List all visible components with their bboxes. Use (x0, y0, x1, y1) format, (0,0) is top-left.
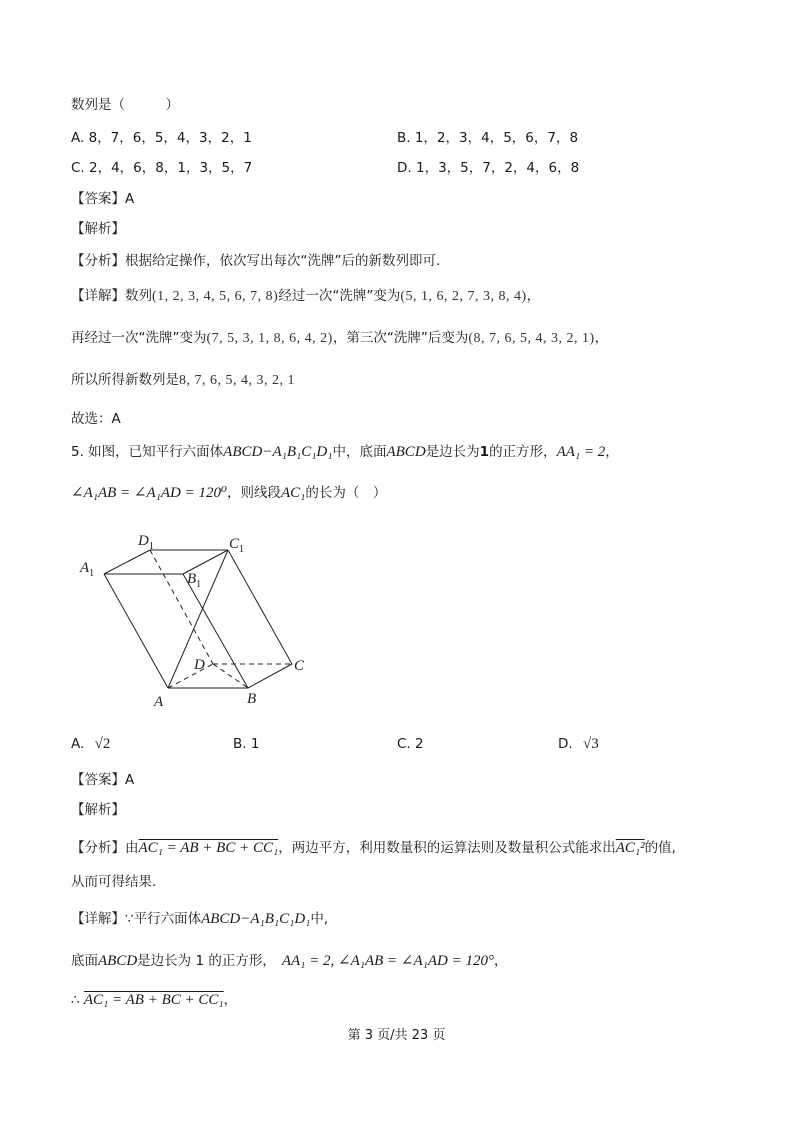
edge-ad (168, 664, 213, 688)
q4-option-c: C. 2，4，6，8，1，3，5，7 (71, 160, 253, 176)
q5-answer: 【答案】A (71, 772, 135, 788)
q5-angle-eq: ∠A₁AB = ∠A₁AD = 120⁰ (71, 485, 227, 501)
parallelepiped-figure (75, 525, 325, 715)
q4-seq3: (8, 7, 6, 5, 4, 3, 2, 1) (468, 331, 595, 346)
label-b1: $B_1$ (187, 571, 202, 590)
q4-detail-line3 (71, 371, 295, 390)
q4-analysis-title: 【解析】 (71, 221, 125, 237)
label-b: B (247, 691, 257, 707)
q5-stem-c: 是边长为 (425, 444, 480, 460)
q4-option-b: B. 1，2，3，4，5，6，7，8 (397, 130, 579, 146)
q5-option-a-label: A. (71, 736, 85, 752)
q5-fenxi-c: 的值, (644, 840, 676, 856)
q4-option-d: D. 1，3，5，7，2，4，6，8 (397, 160, 580, 176)
q4-answer: 【答案】A (71, 191, 135, 207)
q5-fenxi-a: 【分析】由 (71, 840, 139, 856)
q5-stem-line2 (71, 484, 386, 502)
q5-cond-end: ， (493, 953, 508, 969)
q5-detail-line3 (71, 991, 237, 1009)
edge-a1a (104, 574, 168, 688)
q4-comma: ， (526, 288, 541, 304)
q4-line2-b: ，第三次“洗牌”后变为 (332, 330, 469, 346)
q5-base-line-b: 是边长为 1 的正方形， (137, 953, 276, 969)
q4-detail-prefix: 【详解】数列 (71, 288, 152, 304)
q4-comma-2: ， (594, 330, 609, 346)
q5-therefore: ∴ (71, 992, 80, 1008)
q4-line2-a: 再经过一次“洗牌”变为 (71, 330, 207, 346)
q5-analysis-title: 【解析】 (71, 802, 125, 818)
q4-seq1: (5, 1, 6, 2, 7, 3, 8, 4) (400, 289, 527, 304)
q5-stem-a: 5. 如图，已知平行六面体 (71, 444, 224, 460)
diagonal-bd (213, 664, 248, 688)
q4-detail-line1 (71, 287, 540, 306)
q5-detail-line2 (71, 952, 507, 970)
q5-detail-b: 中, (310, 911, 329, 927)
q5-option-c: C. 2 (397, 736, 424, 752)
q4-line3-a: 所以所得新数列是 (71, 372, 179, 388)
q5-detail-base: ABCD (98, 953, 138, 969)
q5-aa1: AA₁ = 2 (556, 444, 606, 460)
q5-stem-d: 的正方形， (489, 444, 557, 460)
label-c1: $C_1$ (229, 536, 245, 555)
q5-base: ABCD (386, 444, 426, 460)
q5-fenxi-b: ，两边平方，利用数量积的运算法则及数量积公式能求出 (278, 840, 616, 856)
label-d1: $D_1$ (138, 533, 154, 552)
q4-stem-tail: 数列是（ ） (71, 97, 179, 113)
q5-fenxi-line2: 从而可得结果. (71, 874, 157, 890)
q5-fenxi-line1 (71, 839, 676, 857)
q4-detail-mid: 经过一次“洗牌”变为 (278, 288, 401, 304)
edge-c1c (228, 550, 292, 664)
q4-seq0: (1, 2, 3, 4, 5, 6, 7, 8) (152, 289, 279, 304)
q5-option-d (558, 735, 599, 753)
edge-d1a1 (104, 550, 150, 574)
q5-option-a-value: √2 (94, 736, 111, 752)
q5-stem-b: 中，底面 (332, 444, 387, 460)
q5-ac1: AC₁ (280, 485, 306, 501)
label-d: D (194, 657, 205, 673)
q4-fenxi: 【分析】根据给定操作，依次写出每次“洗牌”后的新数列即可. (71, 253, 441, 269)
label-a: A (154, 694, 164, 710)
q5-stem-line1 (71, 443, 619, 461)
label-c: C (294, 658, 305, 674)
q5-stem-g: 的长为（ ） (305, 485, 387, 501)
q5-vec-eq-2: AC₁ = AB + BC + CC₁ (83, 992, 224, 1008)
q5-detail-line1 (71, 910, 328, 928)
page-footer: 第 3 页/共 23 页 (347, 1028, 446, 1043)
q5-option-b: B. 1 (233, 736, 260, 752)
label-a1: $A_1$ (80, 560, 95, 579)
q5-option-d-label: D. (558, 736, 573, 752)
q4-detail-line2 (71, 329, 608, 348)
q5-detail-solid: ABCD−A₁B₁C₁D₁ (201, 911, 311, 927)
q5-cond: AA₁ = 2, ∠A₁AB = ∠A₁AD = 120° (281, 953, 494, 969)
q5-therefore-end: ， (223, 992, 238, 1008)
q4-conclusion: 故选：A (71, 411, 121, 427)
q5-stem-f: ，则线段 (226, 485, 281, 501)
q5-solid: ABCD−A₁B₁C₁D₁ (223, 444, 333, 460)
q4-seq-final: 8, 7, 6, 5, 4, 3, 2, 1 (179, 373, 295, 388)
q5-stem-e: ， (605, 444, 619, 460)
q4-seq2: (7, 5, 3, 1, 8, 6, 4, 2) (206, 331, 333, 346)
q5-detail-a: 【详解】∵平行六面体 (71, 911, 202, 927)
q4-option-a: A. 8，7，6，5，4，3，2，1 (71, 130, 252, 146)
q5-one: 1 (479, 444, 490, 460)
q5-option-a (71, 735, 110, 753)
q5-base-line-a: 底面 (71, 953, 98, 969)
edge-bc (248, 664, 292, 688)
q5-vec-eq: AC₁ = AB + BC + CC₁ (138, 840, 279, 856)
q5-vec-sq: AC₁² (615, 840, 645, 856)
q5-option-d-value: √3 (582, 736, 599, 752)
